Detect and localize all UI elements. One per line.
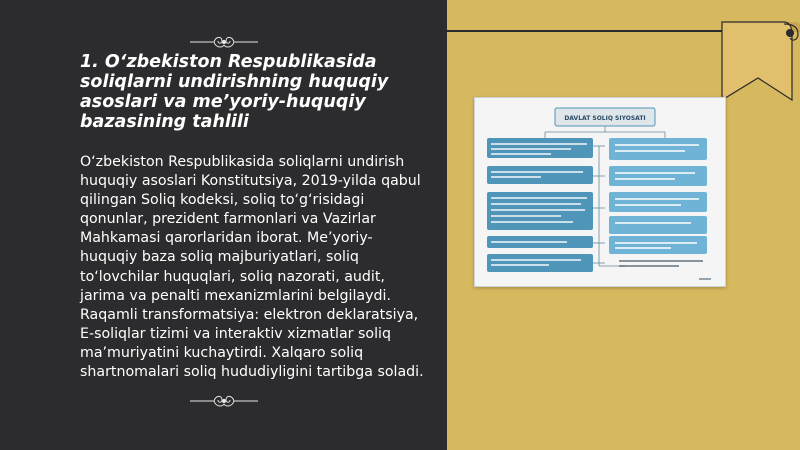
diagram-left-column: [487, 138, 593, 272]
diagram-right-column: [609, 138, 707, 254]
diagram-header-text: DAVLAT SOLIQ SIYOSATI: [564, 115, 646, 122]
tax-policy-diagram-image: [474, 97, 726, 287]
bookmark-ribbon-decoration: [718, 20, 800, 102]
bottom-flourish-ornament: [188, 392, 260, 410]
top-flourish-ornament: [188, 33, 260, 51]
slide-body-text: O‘zbekiston Respublikasida soliqlarni undirish huquqiy asoslari Konstitutsiya, 2019-yilda qabul qilingan Soliq kodeksi, soliq to‘g‘risidagi qonunlar, prezident farmonlari va Vazirlar Mahkamasi qarorlaridan iborat. Me’yoriy-huquqiy baza soliq majburiyatlari, soliq to‘lovchilar huquqlari, soliq nazorati, audit, jarima va penalti mexanizmlarini belgilaydi. Raqamli transformatsiya: elektron deklaratsiya, E-soliqlar tizimi va interaktiv xizmatlar soliq ma’muriyatini kuchaytirdi. Xalqaro soliq shartnomalari soliq hududiyligini tartibga soladi.: [80, 154, 424, 381]
slide-title: 1. O‘zbekiston Respublikasida soliqlarni undirishning huquqiy asoslari va me’yoriy-huquqiy bazasining tahlili: [80, 52, 389, 132]
